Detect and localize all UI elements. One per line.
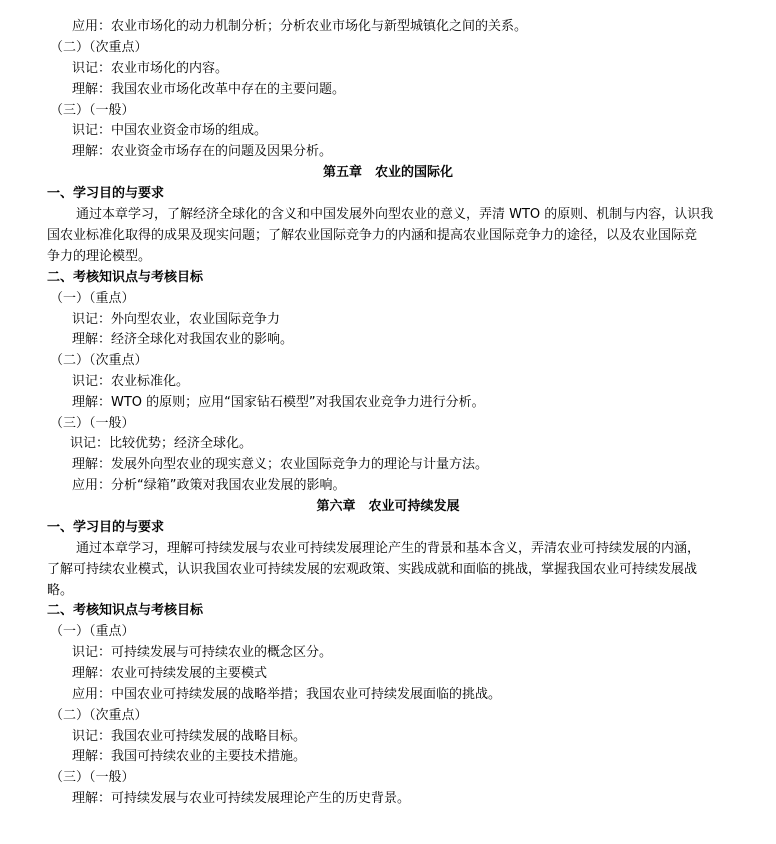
text-line: 识记：我国农业可持续发展的战略目标。	[72, 729, 307, 744]
section-heading: 一、学习目的与要求	[47, 520, 165, 535]
paragraph-line: 通过本章学习，了解经济全球化的含义和中国发展外向型农业的意义，弄清 WTO 的原则、机制与内容，认识我	[76, 207, 714, 222]
text-line: 识记：农业标准化。	[72, 374, 190, 389]
paragraph-line: 略。	[47, 583, 74, 598]
text-line: 理解：发展外向型农业的现实意义；农业国际竞争力的理论与计量方法。	[72, 457, 489, 472]
text-line: 理解：农业资金市场存在的问题及因果分析。	[72, 144, 333, 159]
sub-heading: （一）（重点）	[50, 624, 135, 639]
text-line: 理解：我国农业市场化改革中存在的主要问题。	[72, 82, 346, 97]
text-line: 应用：分析“绿箱”政策对我国农业发展的影响。	[72, 478, 346, 493]
sub-heading: （三）（一般）	[50, 103, 135, 118]
paragraph-line: 国农业标准化取得的成果及现实问题；了解农业国际竞争力的内涵和提高农业国际竞争力的途径，以及农业国际竞	[47, 228, 698, 243]
paragraph-line: 争力的理论模型。	[47, 249, 152, 264]
section-heading: 二、考核知识点与考核目标	[47, 603, 204, 618]
text-line: 理解：可持续发展与农业可持续发展理论产生的历史背景。	[72, 791, 411, 806]
section-heading: 二、考核知识点与考核目标	[47, 270, 204, 285]
chapter-title: 第六章 农业可持续发展	[316, 499, 460, 514]
sub-heading: （二）（次重点）	[50, 708, 148, 723]
chapter-title: 第五章 农业的国际化	[322, 165, 453, 180]
text-line: 应用：农业市场化的动力机制分析；分析农业市场化与新型城镇化之间的关系。	[72, 19, 528, 34]
text-line: 识记：农业市场化的内容。	[72, 61, 229, 76]
sub-heading: （三）（一般）	[50, 770, 135, 785]
text-line: 应用：中国农业可持续发展的战略举措；我国农业可持续发展面临的挑战。	[72, 687, 502, 702]
text-line: 识记：中国农业资金市场的组成。	[72, 123, 268, 138]
text-line: 理解：经济全球化对我国农业的影响。	[72, 332, 294, 347]
section-heading: 一、学习目的与要求	[47, 186, 165, 201]
text-line: 理解：我国可持续农业的主要技术措施。	[72, 749, 307, 764]
text-line: 理解：WTO 的原则；应用“国家钻石模型”对我国农业竞争力进行分析。	[72, 395, 485, 410]
text-line: 识记：比较优势；经济全球化。	[70, 436, 253, 451]
sub-heading: （二）（次重点）	[50, 353, 148, 368]
text-line: 识记：可持续发展与可持续农业的概念区分。	[72, 645, 333, 660]
paragraph-line: 通过本章学习，理解可持续发展与农业可持续发展理论产生的背景和基本含义，弄清农业可持续发展的内涵，	[76, 541, 701, 556]
sub-heading: （三）（一般）	[50, 416, 135, 431]
text-line: 理解：农业可持续发展的主要模式	[72, 666, 268, 681]
sub-heading: （二）（次重点）	[50, 40, 148, 55]
sub-heading: （一）（重点）	[50, 291, 135, 306]
text-line: 识记：外向型农业，农业国际竞争力	[72, 312, 281, 327]
paragraph-line: 了解可持续农业模式，认识我国农业可持续发展的宏观政策、实践成就和面临的挑战，掌握我国农业可持续发展战	[47, 562, 698, 577]
